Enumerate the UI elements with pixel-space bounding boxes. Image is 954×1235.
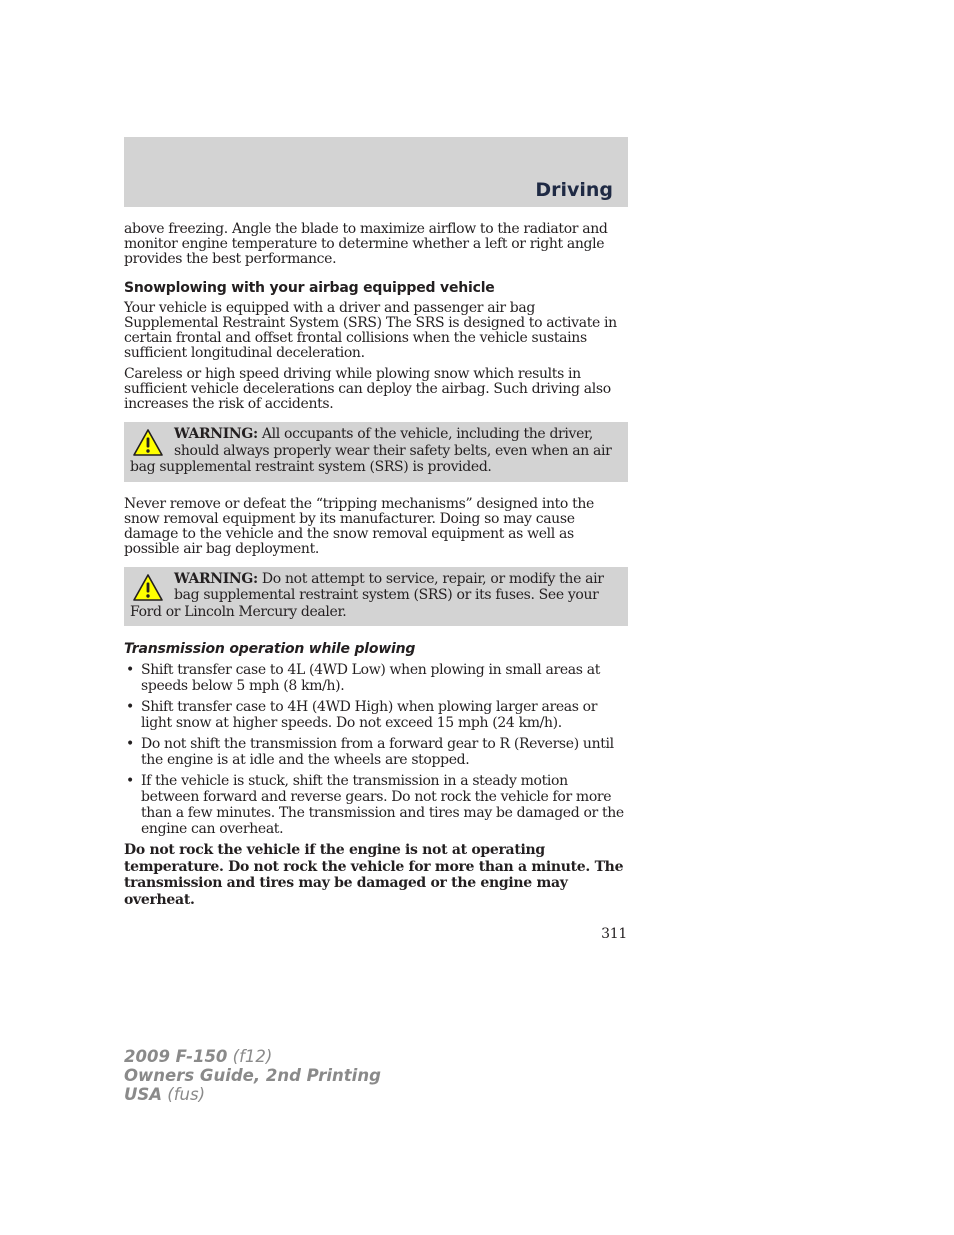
footer-market: USA [124, 1085, 163, 1104]
footer-document-info [124, 1047, 381, 1104]
list-item [124, 736, 628, 768]
airbag-paragraph-1: Your vehicle is equipped with a driver and passenger air bag Supplemental Restraint System (SRS) The SRS is designed to activate in certain frontal and offset frontal collisions when the vehicle sustains sufficient longitudinal deceleration. [124, 300, 617, 361]
bullet-icon: • [126, 773, 134, 789]
intro-paragraph: above freezing. Angle the blade to maximize airflow to the radiator and monitor engine temperature to determine whether a left or right angle provides the best performance. [124, 221, 608, 267]
airbag-section-heading: Snowplowing with your airbag equipped vehicle [124, 280, 495, 296]
bold-caution-paragraph: Do not rock the vehicle if the engine is not at operating temperature. Do not rock the vehicle for more than a minute. The transmission and tires may be damaged or the engine may overheat. [124, 842, 624, 908]
warning-text: Do not attempt to service, repair, or modify the air bag supplemental restraint system (SRS) or its fuses. See your Ford or Lincoln Mercury dealer. [130, 570, 604, 620]
bullet-icon: • [126, 736, 134, 752]
footer-line-3 [124, 1085, 381, 1104]
footer-guide-edition: Owners Guide, 2nd Printing [124, 1066, 381, 1085]
list-item [124, 662, 628, 694]
list-item [124, 699, 628, 731]
transmission-bullet-list [124, 662, 628, 837]
footer-model: 2009 F-150 [124, 1047, 228, 1066]
warning-box-2 [124, 567, 628, 627]
list-item-text: If the vehicle is stuck, shift the transmission in a steady motion between forward and reverse gears. Do not rock the vehicle for more than a few minutes. The transmission and tires may be damaged or the engine can overheat. [141, 773, 624, 837]
section-title: Driving [535, 179, 613, 201]
list-item-text: Shift transfer case to 4H (4WD High) when plowing larger areas or light snow at higher speeds. Do not exceed 15 mph (24 km/h). [141, 699, 598, 731]
warning-text: All occupants of the vehicle, including the driver, should always properly wear their safety belts, even when an air bag supplemental restraint system (SRS) is provided. [130, 426, 612, 475]
footer-market-code: (fus) [162, 1085, 206, 1104]
bullet-icon: • [126, 699, 134, 715]
airbag-paragraph-2: Careless or high speed driving while plowing snow which results in sufficient vehicle decelerations can deploy the airbag. Such driving also increases the risk of accidents. [124, 366, 611, 412]
page-content [124, 222, 628, 908]
tripping-mechanisms-paragraph: Never remove or defeat the “tripping mechanisms” designed into the snow removal equipment by its manufacturer. Doing so may cause damage to the vehicle and the snow removal equipment as well as possible air bag deployment. [124, 495, 594, 557]
footer-line-2 [124, 1066, 381, 1085]
page-number: 311 [601, 926, 627, 942]
warning-triangle-icon [132, 573, 164, 603]
bullet-icon: • [126, 662, 134, 678]
warning-label: WARNING: [174, 570, 258, 587]
list-item-text: Do not shift the transmission from a forward gear to R (Reverse) until the engine is at idle and the wheels are stopped. [141, 736, 614, 768]
transmission-section-heading: Transmission operation while plowing [124, 641, 416, 657]
footer-line-1 [124, 1047, 381, 1066]
footer-model-code: (f12) [227, 1047, 273, 1066]
section-header [124, 137, 628, 207]
warning-label: WARNING: [174, 426, 258, 442]
list-item [124, 773, 628, 837]
list-item-text: Shift transfer case to 4L (4WD Low) when plowing in small areas at speeds below 5 mph (8 km/h). [141, 662, 600, 694]
warning-triangle-icon [132, 428, 164, 458]
warning-box-1 [124, 422, 628, 482]
